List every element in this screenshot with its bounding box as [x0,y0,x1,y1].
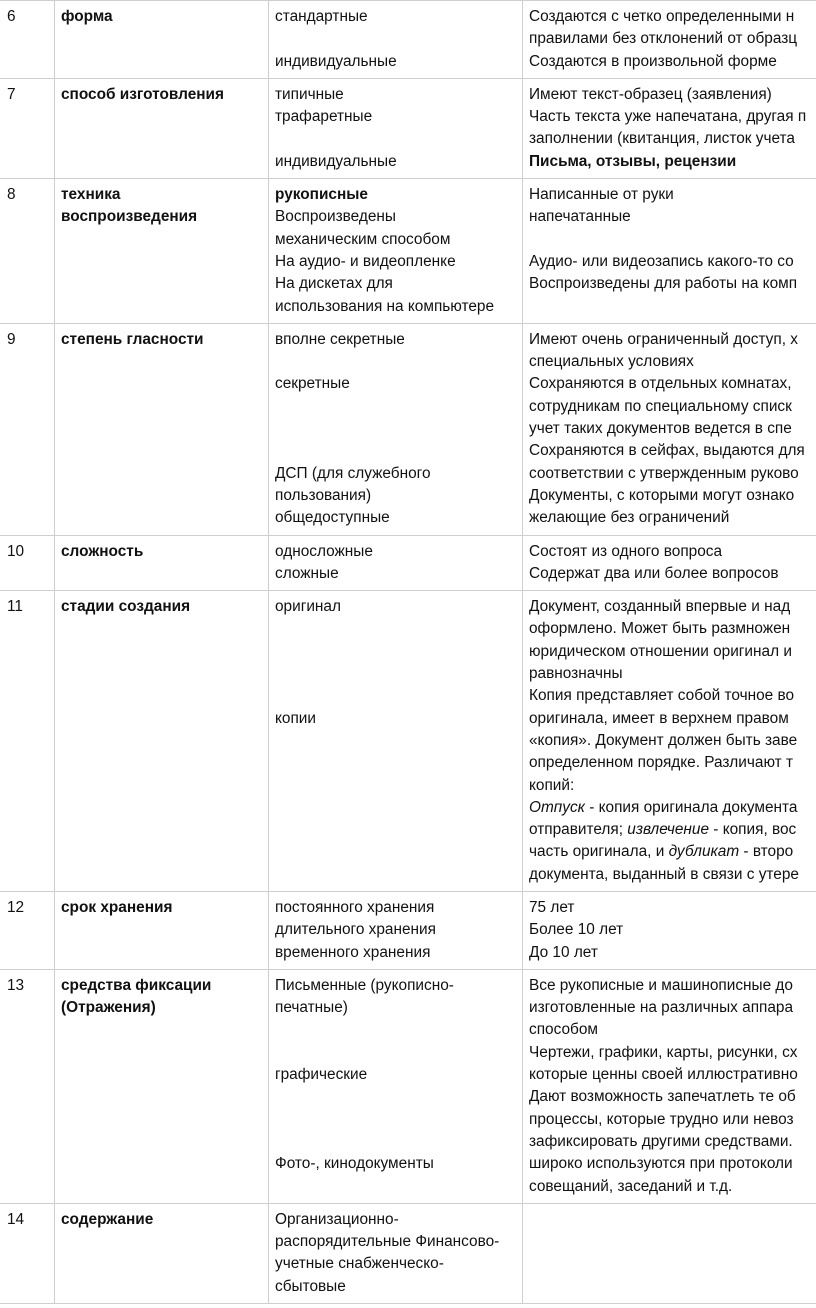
cell-line: Все рукописные и машинописные до [529,976,793,994]
cell-line: Имеют очень ограниченный доступ, х [529,330,798,348]
cell-line: учет таких документов ведется в спе [529,420,792,438]
cell-line [275,1131,516,1153]
attribute-cell [55,535,269,591]
cell-line: способом [529,1021,598,1039]
row-number [0,535,55,591]
row-number [0,891,55,969]
attribute-cell [55,591,269,892]
cell-line: Воспроизведены для работы на комп [529,275,798,293]
description-cell [523,1203,816,1303]
table-row [0,891,816,969]
cell-line: правилами без отклонений от образц [529,30,798,48]
types-cell [269,1,523,79]
cell-line: односложные [275,542,373,560]
row-number [0,78,55,178]
cell-line: Более 10 лет [529,921,624,939]
cell-line [275,1042,516,1064]
cell-line: временного хранения [275,943,431,961]
cell-line [275,663,516,685]
cell-line: копии [275,709,316,727]
cell-line: учетные снабженческо- [275,1255,444,1273]
cell-line [275,396,516,418]
cell-line: документа, выданный в связи с утере [529,865,799,883]
cell-line: зафиксировать другими средствами. [529,1132,793,1150]
description-cell [523,969,816,1203]
cell-line: широко используются при протоколи [529,1155,793,1173]
cell-line [275,1019,516,1041]
cell-line: сотрудникам по специальному списк [529,397,792,415]
cell-line [275,418,516,440]
table-row [0,1203,816,1303]
cell-line: форма [61,8,113,25]
cell-line: вполне секретные [275,330,405,348]
cell-line: Письма, отзывы, рецензии [529,152,737,170]
attribute-cell [55,323,269,535]
cell-line: Отпуск - копия оригинала документа [529,798,798,816]
cell-line: специальных условиях [529,353,694,371]
cell-line: напечатанные [529,208,631,226]
cell-line: механическим способом [275,230,451,248]
row-number-text: 9 [7,330,16,348]
cell-line: Написанные от руки [529,186,674,204]
attribute-cell [55,1,269,79]
types-cell [269,535,523,591]
cell-line: длительного хранения [275,921,436,939]
cell-line: На дискетах для [275,275,393,293]
cell-line [275,351,516,373]
types-cell [269,179,523,324]
cell-line: пользования) [275,486,372,504]
cell-line: воспроизведения [61,208,198,226]
cell-line: Создаются с четко определенными н [529,8,795,25]
row-number [0,1203,55,1303]
cell-line: Фото-, кинодокументы [275,1155,434,1173]
cell-line: соответствии с утвержденным руково [529,464,799,482]
cell-line: использования на компьютере [275,297,495,315]
description-cell [523,535,816,591]
cell-line: Сохраняются в сейфах, выдаются для [529,442,805,460]
cell-line: техника [61,186,121,204]
cell-line [275,128,516,150]
types-cell [269,323,523,535]
cell-line: (Отражения) [61,999,156,1017]
cell-line: Копия представляет собой точное во [529,687,795,705]
cell-line: Воспроизведены [275,208,396,226]
cell-line: ДСП (для служебного [275,464,431,482]
cell-line: Документы, с которыми могут ознако [529,486,795,504]
cell-line: оформлено. Может быть размножен [529,620,791,638]
cell-line: Дают возможность запечатлеть те об [529,1088,796,1106]
row-number [0,1,55,79]
attribute-cell [55,969,269,1203]
cell-line [275,641,516,663]
cell-line: постоянного хранения [275,898,435,916]
attribute-cell [55,1203,269,1303]
cell-line: типичные [275,85,344,103]
cell-line: распорядительные Финансово- [275,1233,500,1251]
cell-line: На аудио- и видеопленке [275,252,456,270]
cell-line: содержание [61,1210,154,1228]
cell-line: равнозначны [529,665,623,683]
cell-line: Организационно- [275,1210,399,1228]
cell-line: совещаний, заседаний и т.д. [529,1177,733,1195]
description-cell [523,1,816,79]
row-number [0,969,55,1203]
cell-line [529,229,816,251]
table-row [0,535,816,591]
cell-line: рукописные [275,186,368,204]
cell-line [275,440,516,462]
table-row [0,78,816,178]
row-number [0,179,55,324]
table-row [0,1,816,79]
cell-line: определенном порядке. Различают т [529,754,794,772]
cell-line: степень гласности [61,330,204,348]
attribute-cell [55,78,269,178]
cell-line: копий: [529,776,575,794]
cell-line: Письменные (рукописно- [275,976,454,994]
attribute-cell [55,179,269,324]
cell-line: Аудио- или видеозапись какого-то со [529,252,794,270]
cell-line: «копия». Документ должен быть заве [529,731,798,749]
cell-line: срок хранения [61,898,173,916]
row-number [0,591,55,892]
row-number [0,323,55,535]
row-number-text: 11 [7,598,23,616]
cell-line: Создаются в произвольной форме [529,52,777,70]
cell-line: общедоступные [275,509,390,527]
types-cell [269,969,523,1203]
cell-line: оригинал [275,598,341,616]
types-cell [269,78,523,178]
row-number-text: 10 [7,542,25,560]
cell-line: сбытовые [275,1277,346,1295]
cell-line: Чертежи, графики, карты, рисунки, сх [529,1043,798,1061]
cell-line: стадии создания [61,598,191,616]
cell-line: Сохраняются в отдельных комнатах, [529,375,792,393]
cell-line: Документ, созданный впервые и над [529,598,791,616]
description-cell [523,78,816,178]
table-row [0,179,816,324]
cell-line: отправителя; извлечение - копия, вос [529,821,797,839]
cell-line: изготовленные на различных аппара [529,999,794,1017]
cell-line: заполнении (квитанция, листок учета [529,130,795,148]
cell-line: стандартные [275,8,368,25]
row-number-text: 8 [7,186,16,204]
types-cell [269,891,523,969]
cell-line: Содержат два или более вопросов [529,564,779,582]
attribute-cell [55,891,269,969]
cell-line [275,1109,516,1131]
cell-line: Состоят из одного вопроса [529,542,723,560]
cell-line [275,618,516,640]
table-row [0,969,816,1203]
cell-line: До 10 лет [529,943,598,961]
cell-line [275,1086,516,1108]
cell-line: индивидуальные [275,152,397,170]
cell-line: печатные) [275,999,348,1017]
description-cell [523,891,816,969]
cell-line: индивидуальные [275,52,397,70]
table-row [0,323,816,535]
cell-line: сложность [61,542,144,560]
cell-line: желающие без ограничений [529,509,730,527]
cell-line: которые ценны своей иллюстративно [529,1066,798,1084]
cell-line [275,685,516,707]
cell-line: средства фиксации [61,976,212,994]
cell-line: 75 лет [529,898,575,916]
table-row [0,591,816,892]
cell-line: часть оригинала, и дубликат - второ [529,843,794,861]
row-number-text: 12 [7,898,25,916]
cell-line: сложные [275,564,339,582]
cell-line: юридическом отношении оригинал и [529,642,792,660]
description-cell [523,323,816,535]
cell-line: секретные [275,375,350,393]
types-cell [269,591,523,892]
cell-line: способ изготовления [61,85,224,103]
row-number-text: 7 [7,85,16,103]
cell-line: процессы, которые трудно или невоз [529,1110,794,1128]
cell-line: графические [275,1066,368,1084]
cell-line: Часть текста уже напечатана, другая п [529,108,807,126]
cell-line: оригинала, имеет в верхнем правом [529,709,789,727]
types-cell [269,1203,523,1303]
description-cell [523,179,816,324]
cell-line: трафаретные [275,108,373,126]
row-number-text: 6 [7,8,16,25]
row-number-text: 14 [7,1210,25,1228]
cell-line [275,28,516,50]
row-number-text: 13 [7,976,25,994]
description-cell [523,591,816,892]
cell-line: Имеют текст-образец (заявления) [529,85,772,103]
